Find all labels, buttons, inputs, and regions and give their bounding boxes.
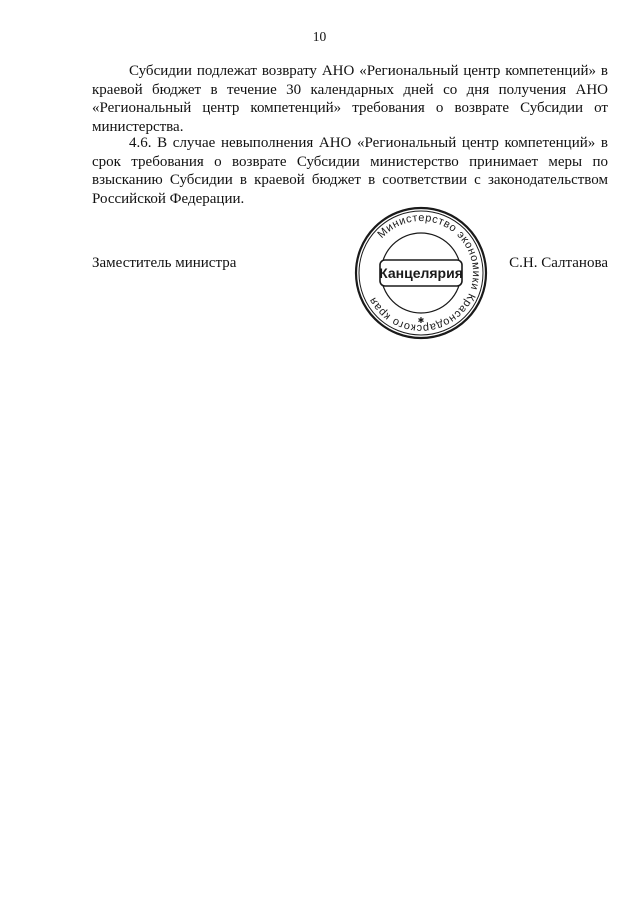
paragraph-4-6: 4.6. В случае невыполнения АНО «Региональный центр компетенций» в срок требования о возврате Субсидии министерство принимает меры по взысканию Субсидии в краевой бюджет в соответствии с законодательством Российской Федерации. <box>92 135 608 207</box>
office-stamp <box>353 205 489 341</box>
page-number: 10 <box>312 29 327 44</box>
signature-block <box>92 255 608 279</box>
svg-text:✱: ✱ <box>417 316 425 325</box>
signer-role: Заместитель министра <box>92 255 237 271</box>
stamp-seal-icon <box>353 205 489 341</box>
stamp-ring-text: Министерство экономики Краснодарского края <box>366 211 483 335</box>
paragraph-subsidy-return: Субсидии подлежат возврату АНО «Региональный центр компетенций» в краевой бюджет в течение 30 календарных дней со дня получения АНО «Региональный центр компетенций» требования о возврате Субсидии от министерства. <box>92 63 608 135</box>
signer-name: С.Н. Салтанова <box>509 255 608 271</box>
stamp-center-text: Канцелярия <box>379 265 463 281</box>
